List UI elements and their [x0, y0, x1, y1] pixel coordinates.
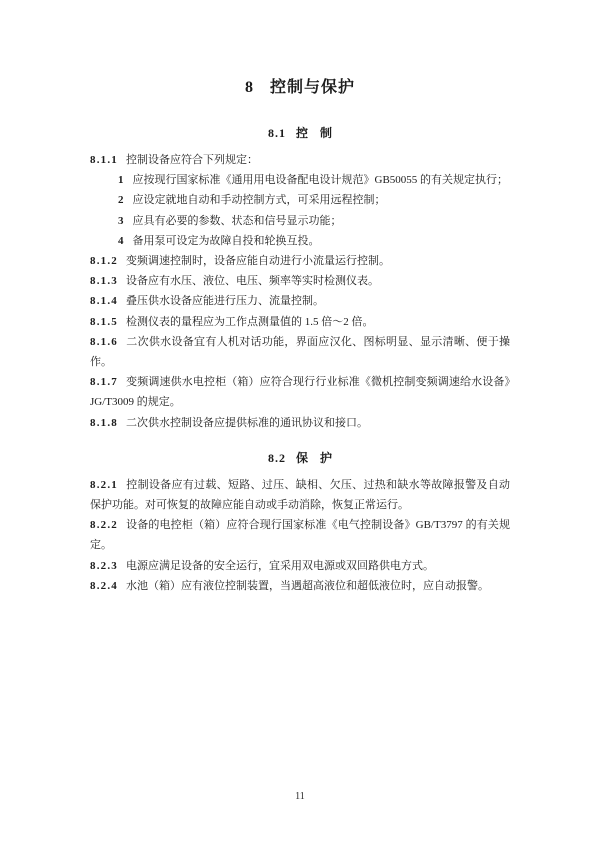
- clause-number: 8.1.2: [90, 255, 118, 268]
- clause-number: 8.2.2: [90, 519, 118, 532]
- clause-text: 控制设备应有过载、短路、过压、缺相、欠压、过热和缺水等故障报警及自动保护功能。对可恢复的故障应能自动或手动消除，恢复正常运行。: [90, 478, 510, 512]
- page-number: 11: [295, 791, 305, 802]
- clause-8-1-7: [90, 372, 510, 412]
- clause-text: 变频调速供水电控柜（箱）应符合现行行业标准《微机控制变频调速给水设备》JG/T3009 的规定。: [90, 376, 510, 409]
- section-heading-8-1: [90, 125, 510, 141]
- clause-text: 设备应有水压、液位、电压、频率等实时检测仪表。: [126, 275, 379, 288]
- clause-text: 叠压供水设备应能进行压力、流量控制。: [126, 295, 324, 308]
- subclause-text: 备用泵可设定为故障自投和轮换互投。: [132, 234, 320, 247]
- clause-number: 8.1.1: [90, 154, 118, 166]
- subclause-text: 应按现行国家标准《通用用电设备配电设计规范》GB50055 的有关规定执行；: [132, 174, 509, 187]
- subclause-number: 2: [118, 194, 124, 207]
- subclause-text: 应设定就地自动和手动控制方式，可采用远程控制；: [132, 194, 386, 207]
- clause-number: 8.2.4: [90, 579, 118, 592]
- section-title: 保 护: [295, 450, 332, 465]
- subclause-item-1: [90, 170, 510, 190]
- subclause-number: 4: [118, 234, 124, 247]
- section-number: 8.1: [267, 126, 286, 140]
- section-title: 控 制: [295, 126, 332, 140]
- chapter-title: [90, 78, 510, 98]
- clause-number: 8.1.8: [90, 416, 118, 429]
- clause-8-1-5: [90, 312, 510, 332]
- clause-8-1-1: [90, 150, 510, 170]
- clause-8-2-4: [90, 576, 510, 596]
- clause-number: 8.2.3: [90, 559, 118, 572]
- chapter-number: 8: [244, 79, 254, 96]
- clause-text: 电源应满足设备的安全运行，宜采用双电源或双回路供电方式。: [126, 559, 434, 572]
- subclause-text: 应具有必要的参数、状态和信号显示功能；: [132, 214, 342, 227]
- section-number: 8.2: [267, 450, 286, 465]
- clause-8-2-1: [90, 475, 510, 515]
- clause-text: 水池（箱）应有液位控制装置，当遇超高液位和超低液位时，应自动报警。: [126, 579, 489, 592]
- clause-8-1-8: [90, 413, 510, 433]
- clause-number: 8.1.5: [90, 315, 118, 328]
- chapter-name: 控制与保护: [269, 79, 355, 96]
- clause-number: 8.1.4: [90, 295, 118, 308]
- section-heading-8-2: [90, 450, 510, 466]
- clause-8-1-2: [90, 251, 510, 271]
- clause-8-1-3: [90, 271, 510, 291]
- clause-number: 8.1.7: [90, 376, 118, 389]
- clause-text: 二次供水控制设备应提供标准的通讯协议和接口。: [126, 416, 368, 429]
- clause-8-1-4: [90, 291, 510, 311]
- subclause-item-3: [90, 211, 510, 231]
- subclause-item-4: [90, 231, 510, 251]
- clause-text: 变频调速控制时，设备应能自动进行小流量运行控制。: [126, 255, 390, 268]
- clause-text: 控制设备应符合下列规定：: [126, 154, 258, 166]
- clause-number: 8.1.6: [90, 335, 118, 348]
- subclause-number: 3: [118, 214, 124, 227]
- clause-8-2-2: [90, 515, 510, 555]
- clause-number: 8.1.3: [90, 275, 118, 288]
- clause-8-2-3: [90, 556, 510, 576]
- subclause-number: 1: [118, 174, 124, 187]
- clause-8-1-6: [90, 332, 510, 372]
- subclause-item-2: [90, 190, 510, 210]
- clause-number: 8.2.1: [90, 478, 118, 491]
- clause-text: 二次供水设备宜有人机对话功能，界面应汉化、图标明显、显示清晰、便于操作。: [90, 335, 510, 369]
- clause-text: 检测仪表的量程应为工作点测量值的 1.5 倍～2 倍。: [126, 315, 374, 328]
- clause-text: 设备的电控柜（箱）应符合现行国家标准《电气控制设备》GB/T3797 的有关规定。: [90, 519, 510, 552]
